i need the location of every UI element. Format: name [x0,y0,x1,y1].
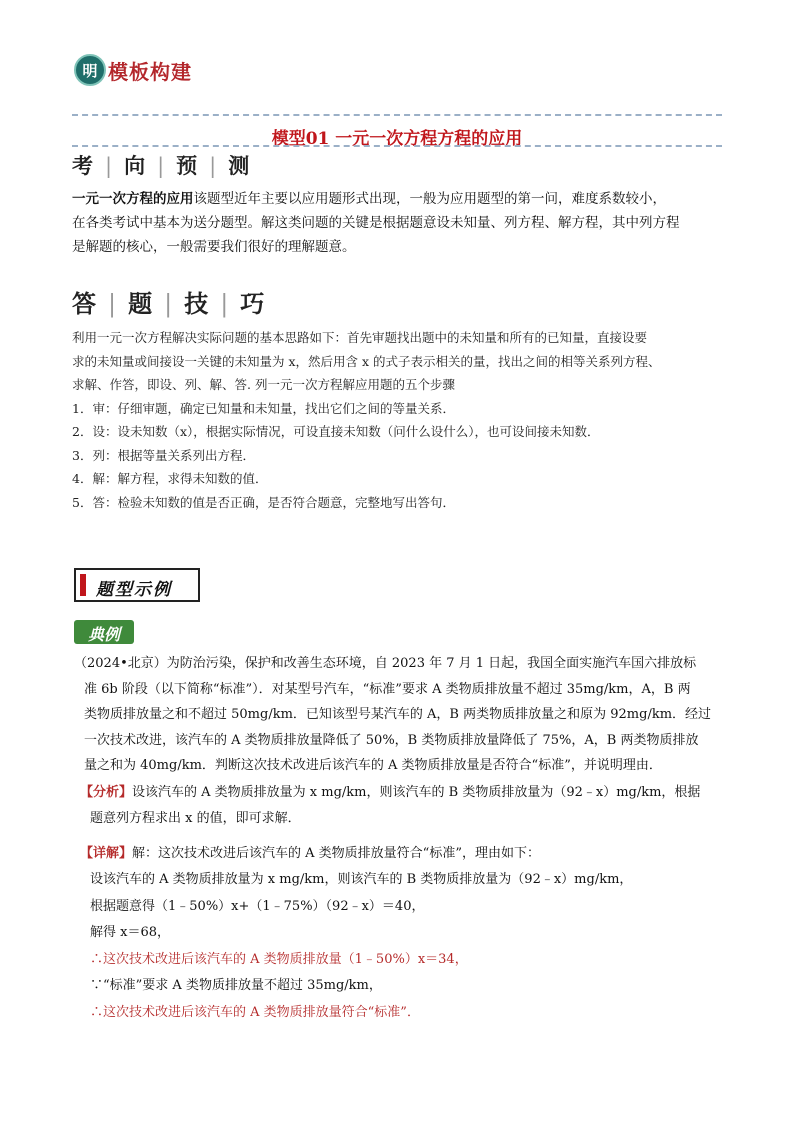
problem-statement: （2024•北京）为防治污染，保护和改善生态环境，自 2023 年 7 月 1 日起，我国全面实施汽车国六排放标 准 6b 阶段（以下简称“标准”）．对某型号汽车，“标准”要求 A 类物质排放量不超过 35mg/km，A，B 两 类物质排放量之和不超过 50mg/km．已知该型号某汽车的 A，B 两类物质排放量之和原为 92mg/km．经过 一次技术改进，该汽车的 A 类物质排放量降低了 50%，B 类物质排放量降低了 75%，A，B 两类物质排放 量之和为 40mg/km．判断这次技术改进后该汽车的 A 类物质排放量是否符合“标准”，并说明理由． [74,656,712,773]
solution-line: 根据题意得（1﹣50%）x+（1﹣75%）（92﹣x）＝40， [90,898,425,914]
tips-line: 利用一元一次方程解决实际问题的基本思路如下：首先审题找出题中的未知量和所有的已知量，直接设要 [72,330,648,345]
solution-block [74,867,742,1026]
section-heading-forecast: 考 | 向 | 预 | 测 [72,153,252,178]
solution-line: ∴这次技术改进后该汽车的 A 类物质排放量（1﹣50%）x＝34， [90,951,468,967]
solution-line: 解得 x＝68， [90,925,171,940]
tips-line: 求解、作答，即设、列、解、答. 列一元一次方程解应用题的五个步骤 [72,377,455,392]
typical-example-tag: 典例 [74,620,134,644]
forecast-paragraph: 一元一次方程的应用该题型近年主要以应用题形式出现，一般为应用题型的第一问，难度系数较小， 在各类考试中基本为送分题型。解这类问题的关键是根据题意设未知量、列方程、解方程，其中列方程 是解题的核心，一般需要我们很好的理解题意。 [72,191,680,255]
header-badge [74,54,214,84]
example-tag: 题型示例 [74,568,200,602]
badge-label: 模板构建 [108,60,192,84]
solution-line: 设该汽车的 A 类物质排放量为 x mg/km，则该汽车的 B 类物质排放量为（92﹣x）mg/km， [90,872,633,887]
step-item: 5．答：检验未知数的值是否正确，是否符合题意，完整地写出答句． [72,494,455,510]
page-title: 模型01 一元一次方程方程的应用 [271,129,523,149]
badge-icon: 明 [74,54,106,86]
step-item: 2．设：设未知数（x），根据实际情况，可设直接未知数（问什么设什么），也可设间接未知数． [72,424,600,439]
tips-list [72,326,724,514]
solution-conclusion: ∴这次技术改进后该汽车的 A 类物质排放量符合“标准”． [90,1004,420,1020]
divider-bottom [72,145,722,147]
detail-label: 【详解】 [80,846,133,861]
example-tag-marker [80,574,86,596]
solution-line: ∵“标准”要求 A 类物质排放量不超过 35mg/km， [90,978,382,993]
section-heading-tips: 答 | 题 | 技 | 巧 [72,289,267,318]
analysis-label: 【分析】 [80,785,133,800]
divider-top [72,114,722,116]
step-item: 1．审：仔细审题，确定已知量和未知量，找出它们之间的等量关系． [72,400,455,416]
detail-block: 【详解】解：这次技术改进后该汽车的 A 类物质排放量符合“标准”，理由如下： [80,846,540,861]
analysis-block: 【分析】设该汽车的 A 类物质排放量为 x mg/km，则该汽车的 B 类物质排放量为（92﹣x）mg/km，根据 题意列方程求出 x 的值，即可求解． [80,785,701,826]
step-item: 4．解：解方程，求得未知数的值． [72,471,268,486]
step-item: 3．列：根据等量关系列出方程． [72,447,255,463]
tips-line: 求的未知量或间接设一关键的未知量为 x，然后用含 x 的式子表示相关的量，找出之间的相等关系列方程、 [72,353,661,369]
